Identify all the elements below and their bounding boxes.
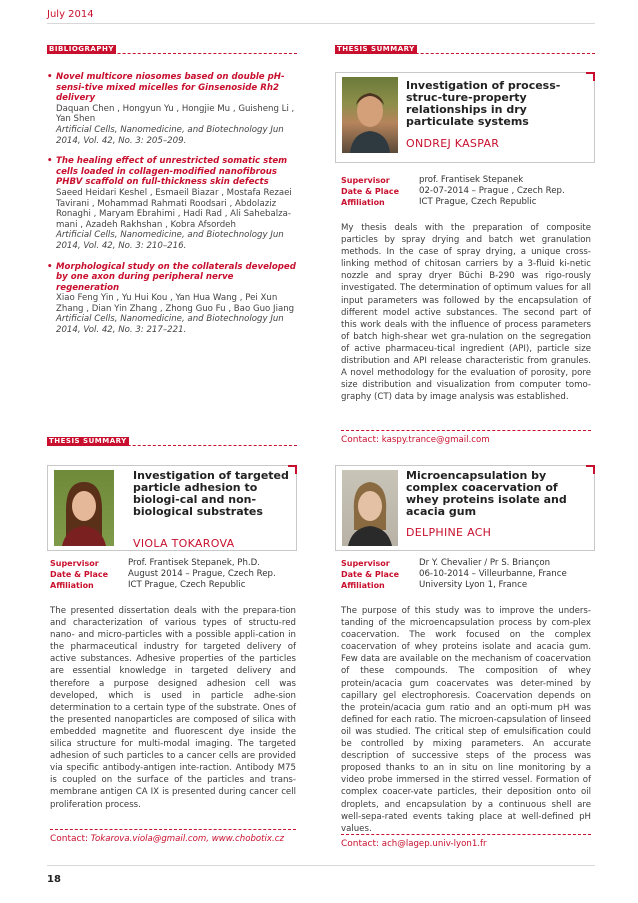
thesis-meta: Supervisor Dr Y. Chevalier / Pr S. Briançon Date & Place 06-10-2014 – Villeurbanne, France Affiliation University Lyon 1, France	[341, 558, 567, 591]
thesis-meta: Supervisor Prof. Frantisek Stepanek, Ph.D. Date & Place August 2014 – Prague, Czech Rep. Affiliation ICT Prague, Czech Republic	[50, 558, 276, 591]
bibliography-title: The healing effect of unrestricted somatic stem cells loaded in collagen-modified nanofibrous PHBV scaffold on full-thickness skin defects	[56, 156, 288, 188]
contact-email-link[interactable]: Tokarova.viola@gmail.com, www.chobotix.cz	[90, 834, 284, 844]
contact-line: Contact: Tokarova.viola@gmail.com, www.chobotix.cz	[50, 834, 284, 844]
contact-email-link[interactable]: ach@lagep.univ-lyon1.fr	[381, 839, 487, 849]
author-photo	[342, 470, 398, 546]
portrait-icon	[342, 470, 398, 546]
thesis-summary-label: THESIS SUMMARY	[337, 45, 415, 53]
portrait-icon	[342, 77, 398, 153]
header-divider	[47, 23, 595, 24]
thesis-meta: Supervisor prof. Frantisek Stepanek Date & Place 02-07-2014 – Prague , Czech Rep. Affiliation ICT Prague, Czech Republic	[341, 175, 565, 208]
bibliography-title: Morphological study on the collaterals developed by one axon during peripheral nerve regeneration	[56, 261, 296, 293]
affiliation-value: ICT Prague, Czech Republic	[128, 580, 246, 591]
supervisor-value: Prof. Frantisek Stepanek, Ph.D.	[128, 558, 261, 568]
affiliation-value: ICT Prague, Czech Republic	[419, 197, 537, 208]
bibliography-label: BIBLIOGRAPHY	[49, 45, 114, 53]
bibliography-authors: Daquan Chen , Hongyun Yu , Hongjie Mu , Guisheng Li , Yan Shen	[56, 103, 295, 125]
thesis-author: DELPHINE ACH	[406, 526, 492, 539]
date-place-value: 02-07-2014 – Prague , Czech Rep.	[419, 186, 565, 197]
author-photo	[54, 470, 114, 546]
thesis-title: Investigation of process-struc-ture-property relationships in dry particulate systems	[406, 79, 561, 128]
bibliography-journal: Artificial Cells, Nanomedicine, and Biotechnology Jun 2014, Vol. 42, No. 3: 217–221.	[56, 314, 284, 336]
supervisor-value: Dr Y. Chevalier / Pr S. Briançon	[419, 558, 551, 568]
thesis-summary-section-header	[335, 45, 595, 54]
thesis-abstract: The purpose of this study was to improve the unders-tanding of the microencapsulation process by com-plex coacervation. The work focused on the complex coacervation of whey proteins isolate and acacia gum. Few data are available on the mechanism of coacervation of these compounds. The composition of whey protein/acacia gum coacervates was deter-mined by capillary gel electrophoresis. Coacervation depends on the protein/acacia gum ratio and an opti-mum pH was defined for each ratio. The microen-capsulation of linseed oil was studied. The critical step of emulsification could be controlled by mixing parameters. An accurate description of successive steps of the process was proposed thanks to an in situ on line monitoring by a video probe immersed in the stirred vessel. Formation of complex coacer-vate particles, their deposition onto oil droplets, and encapsulation by a continuous shell are well-sepa-rated events taking place at well-defined pH values.	[341, 606, 591, 834]
date-place-value: 06-10-2014 – Villeurbanne, France	[419, 569, 567, 580]
bibliography-title: Novel multicore niosomes based on double pH-sensi-tive mixed micelles for Ginsenoside Rh2 delivery	[56, 72, 285, 104]
footer-divider	[47, 865, 595, 866]
author-photo	[342, 77, 398, 153]
thesis-title: Microencapsulation by complex coacervation of whey proteins isolate and acacia gum	[406, 469, 567, 518]
thesis-summary-label: THESIS SUMMARY	[49, 437, 127, 445]
supervisor-value: prof. Frantisek Stepanek	[419, 175, 524, 185]
contact-line: Contact: kaspy.trance@gmail.com	[341, 435, 490, 445]
date-place-value: August 2014 – Prague, Czech Rep.	[128, 569, 276, 580]
thesis-summary-section-header	[47, 437, 297, 446]
contact-email-link[interactable]: kaspy.trance@gmail.com	[381, 435, 490, 445]
thesis-author: VIOLA TOKAROVA	[133, 537, 235, 550]
contact-line: Contact: ach@lagep.univ-lyon1.fr	[341, 839, 487, 849]
bibliography-section-header	[47, 45, 297, 54]
bibliography-item: • The healing effect of unrestricted somatic stem cells loaded in collagen-modified nanofibrous PHBV scaffold on full-thickness skin defects Saeed Heidari Keshel , Esmaeil Biazar , Mostafa Rezaei Tavirani , Mohammad Rahmati Roodsari , Abdolaziz Ronaghi , Maryam Ebrahimi , Hadi Rad , Ali Sahebalza-mani , Azadeh Rakhshan , Kobra Afsordeh Artificial Cells, Nanomedicine, and Biotechnology Jun 2014, Vol. 42, No. 3: 210–216.	[47, 156, 297, 251]
bibliography-journal: Artificial Cells, Nanomedicine, and Biotechnology Jun 2014, Vol. 42, No. 3: 210–216.	[56, 230, 284, 251]
affiliation-value: University Lyon 1, France	[419, 580, 528, 591]
page-number: 18	[47, 874, 61, 885]
bibliography-journal: Artificial Cells, Nanomedicine, and Biotechnology Jun 2014, Vol. 42, No. 3: 205–209.	[56, 124, 284, 146]
bibliography-item: • Morphological study on the collaterals developed by one axon during peripheral nerve regeneration Xiao Feng Yin , Yu Hui Kou , Yan Hua Wang , Pei Xun Zhang , Dian Yin Zhang , Zhong Guo Fu , Bao Guo Jiang Artificial Cells, Nanomedicine, and Biotechnology Jun 2014, Vol. 42, No. 3: 217–221.	[47, 261, 296, 336]
thesis-author: ONDREJ KASPAR	[406, 137, 500, 150]
bibliography-authors: Xiao Feng Yin , Yu Hui Kou , Yan Hua Wang , Pei Xun Zhang , Dian Yin Zhang , Zhong Guo Fu , Bao Guo Jiang	[56, 293, 295, 314]
thesis-title: Investigation of targeted particle adhesion to biologi-cal and non-biological substrates	[133, 469, 289, 518]
bibliography-list	[47, 72, 297, 346]
thesis-abstract: The presented dissertation deals with the prepara-tion and characterization of various types of structu-red nano- and micro-particles with a possible appli-cation in the pharmaceutical industry for targeted delivery of active substances. Adhesive properties of the particles are essential knowledge in targeted delivery and therefore a purpose designed adhesion cell was developed, which is used in particle adhe-sion determination to a certain type of the substrate. Ones of the presented nanoparticles are composed of silica with embedded magnetite and fluorescent dye inside the silica structure for multi-modal imaging. The targeted adhesion of such particles to a cancer cells are provided via specific antibody-antigen inte-raction. Antibody M75 is coupled on the surface of the particles and trans-membrane antigen CA IX is presented during cancer cell proliferation process.	[50, 606, 296, 810]
bibliography-authors: Saeed Heidari Keshel , Esmaeil Biazar , Mostafa Rezaei Tavirani , Mohammad Rahmati Roodsari , Abdolaziz Ronaghi , Maryam Ebrahimi , Hadi Rad , Ali Sahebalza-mani , Azadeh Rakhshan , Kobra Afsordeh	[56, 187, 292, 230]
bibliography-item: • Novel multicore niosomes based on double pH-sensi-tive mixed micelles for Ginsenoside Rh2 delivery Daquan Chen , Hongyun Yu , Hongjie Mu , Guisheng Li , Yan Shen Artificial Cells, Nanomedicine, and Biotechnology Jun 2014, Vol. 42, No. 3: 205–209.	[47, 72, 297, 146]
thesis-abstract: My thesis deals with the preparation of composite particles by spray drying and batch wet granulation methods. In the case of spray drying, a unique cross-linking method of chitosan carriers by a 3-fluid ki-netic nozzle and spray dryer Büchi B-290 was rigo-rously investigated. The determination of optimum values for all input parameters was followed by the encapsulation of different model active substances. The second part of this work deals with the influence of process parameters of batch high-shear wet gra-nulation on the segregation of active pharmaceu-tical ingredient (API), particle size distribution and API release characteristic from granules. A novel methodology for the evaluation of porosity, pore size distribution and visualization from computer tomo-graphy (CT) data by image analysis was established.	[341, 223, 591, 403]
issue-date: July 2014	[47, 9, 94, 20]
portrait-icon	[54, 470, 114, 546]
